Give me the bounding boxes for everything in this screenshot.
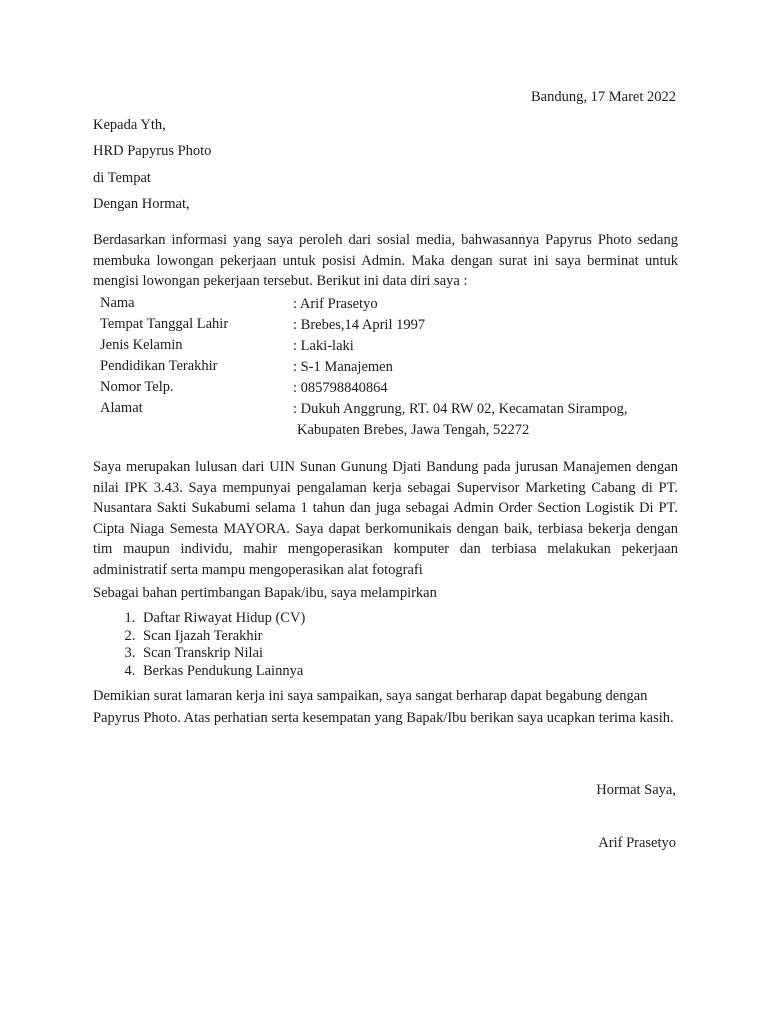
field-label-ttl: Tempat Tanggal Lahir — [100, 316, 229, 332]
table-row — [95, 399, 680, 441]
recipient-line-1: Kepada Yth, — [93, 117, 166, 133]
recipient-line-2: HRD Papyrus Photo — [93, 143, 212, 159]
table-row — [95, 336, 680, 357]
field-label-address: Alamat — [100, 400, 143, 416]
salutation: Dengan Hormat, — [93, 196, 190, 212]
list-item: 3. Scan Transkrip Nilai — [139, 645, 305, 663]
field-value-gender: : Laki-laki — [293, 338, 354, 354]
body-paragraph: Saya merupakan lulusan dari UIN Sunan Gunung Djati Bandung pada jurusan Manajemen dengan nilai IPK 3.43. Saya mempunyai pengalaman kerja sebagai Supervisor Marketing Cabang di PT. Nusantara Sakti Sukabumi selama 1 tahun dan juga sebagai Admin Order Section Logistik Di PT. Cipta Niaga Semesta MAYORA. Saya dapat berkomunikais dengan baik, terbiasa bekerja dengan tim maupun individu, mahir mengoperasikan komputer dan terbiasa melakukan pekerjaan administratif serta mampu mengoperasikan alat fotografi — [93, 459, 678, 578]
field-value-address — [293, 399, 680, 441]
closing-paragraph: Demikian surat lamaran kerja ini saya sampaikan, saya sangat berharap dapat begabung dengan Papyrus Photo. Atas perhatian serta kesempatan yang Bapak/Ibu berikan saya ucapkan terima kasih. — [93, 688, 674, 726]
field-value-ttl: : Brebes,14 April 1997 — [293, 317, 426, 333]
field-label-nama: Nama — [100, 295, 135, 311]
list-item: 1. Daftar Riwayat Hidup (CV) — [139, 610, 305, 628]
attachments-list — [93, 610, 305, 680]
attachments-intro: Sebagai bahan pertimbangan Bapak/ibu, saya melampirkan — [93, 585, 437, 601]
field-label-gender: Jenis Kelamin — [100, 337, 183, 353]
table-row — [95, 315, 680, 336]
personal-data-table — [95, 294, 680, 441]
field-value-phone: : 085798840864 — [293, 380, 388, 396]
place-date: Bandung, 17 Maret 2022 — [531, 89, 676, 105]
list-item: 2. Scan Ijazah Terakhir — [139, 628, 305, 646]
table-row — [95, 378, 680, 399]
list-item: 4. Berkas Pendukung Lainnya — [139, 663, 305, 681]
address-line-2: Kabupaten Brebes, Jawa Tengah, 52272 — [297, 422, 530, 438]
table-row — [95, 357, 680, 378]
address-line-1: : Dukuh Anggrung, RT. 04 RW 02, Kecamatan Sirampog, — [293, 401, 628, 417]
table-row — [95, 294, 680, 315]
field-value-education: : S-1 Manajemen — [293, 359, 393, 375]
field-value-nama: : Arif Prasetyo — [293, 296, 378, 312]
intro-paragraph: Berdasarkan informasi yang saya peroleh dari sosial media, bahwasannya Papyrus Photo sedang membuka lowongan pekerjaan untuk posisi Admin. Maka dengan surat ini saya berminat untuk mengisi lowongan pekerjaan tersebut. Berikut ini data diri saya : — [93, 232, 678, 289]
field-label-phone: Nomor Telp. — [100, 379, 174, 395]
regards: Hormat Saya, — [596, 782, 676, 798]
signature-name: Arif Prasetyo — [598, 835, 676, 851]
recipient-line-3: di Tempat — [93, 170, 151, 186]
field-label-education: Pendidikan Terakhir — [100, 358, 218, 374]
